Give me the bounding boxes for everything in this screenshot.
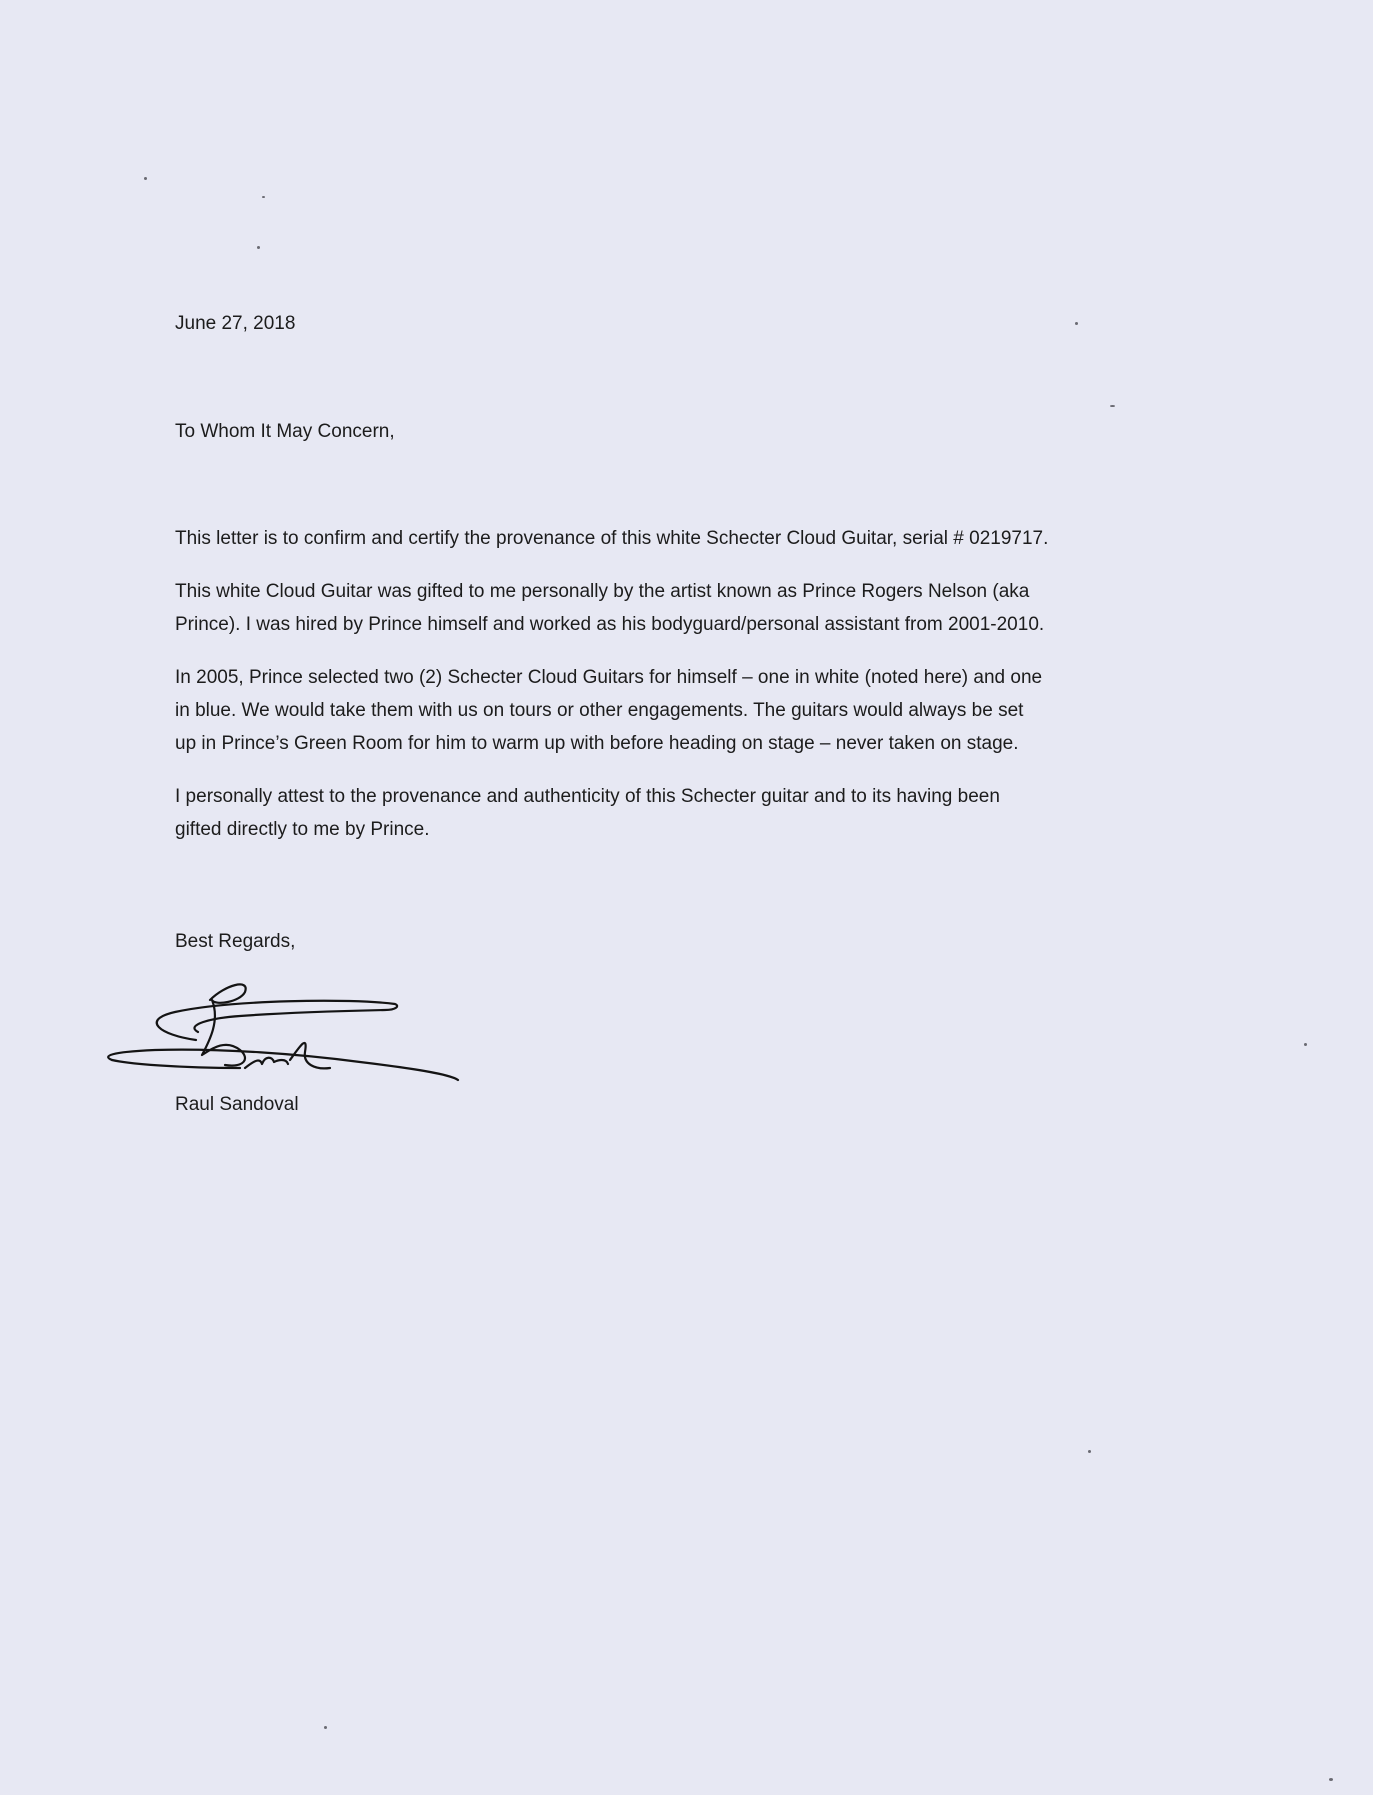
scan-speck: [262, 196, 265, 198]
letter-date: June 27, 2018: [175, 313, 296, 334]
scan-speck: [257, 246, 260, 249]
paragraph-line: gifted directly to me by Prince.: [175, 819, 430, 840]
letter-closing: Best Regards,: [175, 931, 296, 952]
paragraph-line: Prince). I was hired by Prince himself and worked as his bodyguard/personal assistant from 2001-2010.: [175, 614, 1045, 635]
scan-speck: [1088, 1450, 1091, 1453]
signer-name: Raul Sandoval: [175, 1094, 299, 1115]
paragraph-line: This letter is to confirm and certify the provenance of this white Schecter Cloud Guitar, serial # 0219717.: [175, 528, 1049, 549]
scan-speck: [1075, 322, 1078, 325]
paragraph-confirmation: [175, 522, 1185, 555]
scan-speck: [144, 177, 147, 180]
scan-speck: [324, 1726, 327, 1729]
paragraph-line: up in Prince’s Green Room for him to warm up with before heading on stage – never taken on stage.: [175, 733, 1019, 754]
signature-icon: [100, 980, 480, 1090]
paragraph-line: This white Cloud Guitar was gifted to me personally by the artist known as Prince Rogers Nelson (aka: [175, 581, 1030, 602]
scan-speck: [1329, 1778, 1333, 1781]
letter-salutation: To Whom It May Concern,: [175, 421, 395, 442]
letter-body: [175, 522, 1185, 866]
paragraph-line: in blue. We would take them with us on tours or other engagements. The guitars would always be set: [175, 700, 1024, 721]
scan-speck: [1110, 405, 1115, 407]
paragraph-attestation: [175, 780, 1185, 846]
paragraph-gift: [175, 575, 1185, 641]
scan-speck: [1304, 1043, 1307, 1046]
paragraph-line: I personally attest to the provenance and authenticity of this Schecter guitar and to its having been: [175, 786, 1000, 807]
paragraph-line: In 2005, Prince selected two (2) Schecter Cloud Guitars for himself – one in white (noted here) and one: [175, 667, 1043, 688]
paragraph-history: [175, 661, 1185, 760]
